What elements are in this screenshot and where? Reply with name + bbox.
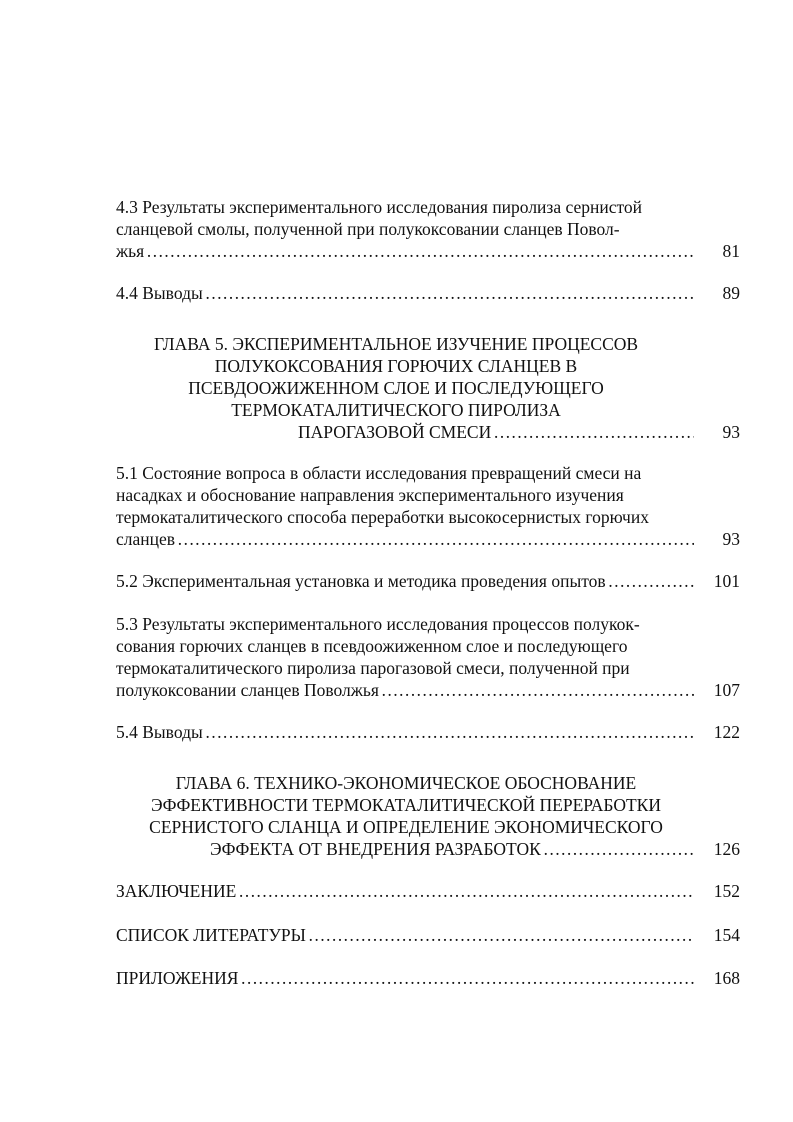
- page-number: 93: [722, 422, 740, 442]
- toc-entry-text: 5.4 Выводы: [116, 722, 203, 742]
- toc-entry-text: 4.3 Результаты экспериментального исследования пиролиза сернистой: [116, 197, 642, 217]
- toc-entry-5-2: [116, 570, 740, 592]
- page-number: 81: [722, 241, 740, 261]
- toc-entry-5-1: [116, 462, 740, 550]
- toc-entry-5-4: [116, 721, 740, 743]
- page-number: 107: [713, 680, 740, 700]
- leader-dots: [493, 421, 694, 443]
- toc-entry-text: сования горючих сланцев в псевдоожиженном слое и последующего: [116, 636, 628, 656]
- page-number: 154: [713, 925, 740, 945]
- leader-dots: [543, 838, 694, 860]
- page-number: 93: [722, 529, 740, 549]
- toc-entry-text: насадках и обоснование направления экспериментального изучения: [116, 485, 624, 505]
- toc-entry-text: 4.4 Выводы: [116, 283, 203, 303]
- toc-chapter-6: [116, 772, 740, 860]
- leader-dots: [177, 528, 694, 550]
- toc-entry-text: 5.1 Состояние вопроса в области исследования превращений смеси на: [116, 463, 642, 483]
- chapter-heading-line: ГЛАВА 6. ТЕХНИКО-ЭКОНОМИЧЕСКОЕ ОБОСНОВАНИЕ: [175, 773, 637, 793]
- toc-entry-text: полукоксовании сланцев Поволжья: [116, 680, 379, 700]
- leader-dots: [205, 282, 694, 304]
- page-number: 168: [713, 968, 740, 988]
- chapter-heading-line: ЭФФЕКТИВНОСТИ ТЕРМОКАТАЛИТИЧЕСКОЙ ПЕРЕРАБОТКИ: [151, 795, 661, 815]
- chapter-heading-line: ТЕРМОКАТАЛИТИЧЕСКОГО ПИРОЛИЗА: [231, 400, 561, 420]
- leader-dots: [608, 570, 694, 592]
- chapter-heading-line: СЕРНИСТОГО СЛАНЦА И ОПРЕДЕЛЕНИЕ ЭКОНОМИЧЕСКОГО: [149, 817, 663, 837]
- leader-dots: [240, 967, 694, 989]
- chapter-heading-line: ЭФФЕКТА ОТ ВНЕДРЕНИЯ РАЗРАБОТОК: [210, 839, 541, 859]
- leader-dots: [238, 880, 694, 902]
- toc-entry-4-3: [116, 196, 740, 262]
- leader-dots: [146, 240, 694, 262]
- chapter-heading-line: ПОЛУКОКСОВАНИЯ ГОРЮЧИХ СЛАНЦЕВ В: [214, 356, 578, 376]
- toc-entry-text: ПРИЛОЖЕНИЯ: [116, 968, 239, 988]
- toc-entry-text: жья: [116, 241, 145, 261]
- toc-entry-conclusion: [116, 880, 740, 902]
- leader-dots: [381, 679, 694, 701]
- chapter-heading-line: ПАРОГАЗОВОЙ СМЕСИ: [298, 422, 492, 442]
- toc-entry-appendices: [116, 967, 740, 989]
- toc-entry-text: сланцев: [116, 529, 176, 549]
- chapter-heading-line: ПСЕВДООЖИЖЕННОМ СЛОЕ И ПОСЛЕДУЮЩЕГО: [188, 378, 604, 398]
- toc-entry-4-4: [116, 282, 740, 304]
- toc-entry-text: термокаталитического пиролиза парогазовой смеси, полученной при: [116, 658, 630, 678]
- toc-chapter-5: [116, 333, 740, 443]
- toc-entry-text: термокаталитического способа переработки высокосернистых горючих: [116, 507, 649, 527]
- leader-dots: [205, 721, 694, 743]
- toc-entry-5-3: [116, 613, 740, 701]
- toc-entry-text: СПИСОК ЛИТЕРАТУРЫ: [116, 925, 306, 945]
- page-number: 122: [713, 722, 740, 742]
- toc-entry-text: сланцевой смолы, полученной при полукоксовании сланцев Повол-: [116, 219, 620, 239]
- leader-dots: [308, 924, 694, 946]
- page-number: 126: [713, 839, 740, 859]
- toc-entry-text: 5.2 Экспериментальная установка и методика проведения опытов: [116, 571, 606, 591]
- toc-entry-references: [116, 924, 740, 946]
- page-number: 101: [713, 571, 740, 591]
- page-number: 152: [713, 881, 740, 901]
- page-number: 89: [722, 283, 740, 303]
- toc-entry-text: 5.3 Результаты экспериментального исследования процессов полукок-: [116, 614, 640, 634]
- toc-entry-text: ЗАКЛЮЧЕНИЕ: [116, 881, 237, 901]
- chapter-heading-line: ГЛАВА 5. ЭКСПЕРИМЕНТАЛЬНОЕ ИЗУЧЕНИЕ ПРОЦЕССОВ: [153, 334, 639, 354]
